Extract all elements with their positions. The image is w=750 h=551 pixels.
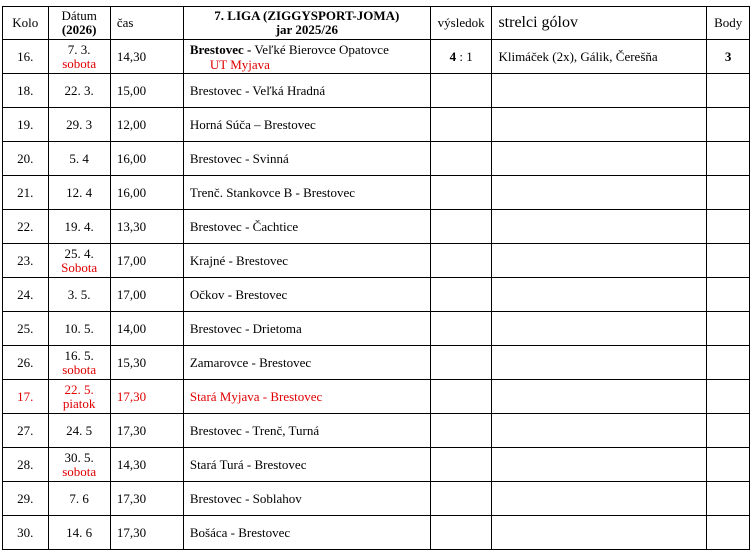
match-cell: Stará Turá - Brestovec — [183, 448, 430, 482]
datum-date: 10. 5. — [64, 320, 94, 336]
strelci-cell — [492, 210, 707, 244]
score-cell — [430, 176, 492, 210]
score-cell — [430, 108, 492, 142]
table-row — [3, 244, 750, 278]
match-away: Veľké Bierovce Opatovce — [251, 41, 389, 57]
datum-date: 22. 5. — [64, 381, 94, 397]
score-cell — [430, 210, 492, 244]
kolo-cell: 22. — [3, 210, 49, 244]
score-cell — [430, 142, 492, 176]
cas-cell: 13,30 — [110, 210, 183, 244]
season-title: jar 2025/26 — [275, 22, 338, 37]
body-cell — [707, 108, 750, 142]
datum-cell — [48, 142, 110, 176]
table-row — [3, 142, 750, 176]
score-home: 4 — [449, 48, 457, 64]
kolo-cell: 26. — [3, 346, 49, 380]
kolo-cell: 29. — [3, 482, 49, 516]
header-title — [183, 7, 430, 40]
strelci-cell — [492, 176, 707, 210]
strelci-cell — [492, 380, 707, 414]
table-row — [3, 40, 750, 74]
datum-date: 24. 5 — [66, 422, 93, 438]
datum-cell — [48, 278, 110, 312]
datum-cell — [48, 108, 110, 142]
match-cell: Horná Súča – Brestovec — [183, 108, 430, 142]
strelci-cell — [492, 346, 707, 380]
kolo-cell: 16. — [3, 40, 49, 74]
table-row — [3, 176, 750, 210]
strelci-cell — [492, 244, 707, 278]
body-cell: 3 — [707, 40, 750, 74]
table-row — [3, 278, 750, 312]
match-cell: Stará Myjava - Brestovec — [183, 380, 430, 414]
match-cell: Bošáca - Brestovec — [183, 516, 430, 550]
datum-cell — [48, 244, 110, 278]
kolo-cell: 30. — [3, 516, 49, 550]
cas-cell: 17,30 — [110, 516, 183, 550]
kolo-cell: 28. — [3, 448, 49, 482]
kolo-cell: 25. — [3, 312, 49, 346]
score-cell — [430, 482, 492, 516]
table-row — [3, 346, 750, 380]
datum-cell — [48, 210, 110, 244]
table-row — [3, 482, 750, 516]
body-cell — [707, 176, 750, 210]
cas-cell: 15,00 — [110, 74, 183, 108]
strelci-cell — [492, 482, 707, 516]
datum-cell — [48, 40, 110, 74]
cas-cell: 17,30 — [110, 380, 183, 414]
body-cell — [707, 74, 750, 108]
datum-date: 12. 4 — [66, 184, 93, 200]
score-cell — [430, 346, 492, 380]
datum-date: 5. 4 — [69, 150, 89, 166]
cas-cell: 14,30 — [110, 448, 183, 482]
datum-day: piatok — [62, 395, 96, 411]
datum-day: sobota — [62, 463, 97, 479]
body-cell — [707, 210, 750, 244]
score-cell — [430, 448, 492, 482]
body-cell — [707, 414, 750, 448]
datum-cell — [48, 176, 110, 210]
body-cell — [707, 346, 750, 380]
kolo-cell: 21. — [3, 176, 49, 210]
cas-cell: 16,00 — [110, 142, 183, 176]
datum-date: 19. 4. — [64, 218, 94, 234]
body-cell — [707, 516, 750, 550]
body-cell — [707, 448, 750, 482]
kolo-cell: 24. — [3, 278, 49, 312]
datum-date: 30. 5. — [64, 449, 94, 465]
kolo-cell: 23. — [3, 244, 49, 278]
score-cell — [430, 516, 492, 550]
header-strelci: strelci gólov — [492, 7, 707, 40]
score-cell — [430, 278, 492, 312]
datum-day: sobota — [62, 55, 97, 71]
score-cell — [430, 74, 492, 108]
score-sep: : — [456, 48, 467, 64]
cas-cell: 17,30 — [110, 482, 183, 516]
datum-date: 16. 5. — [64, 347, 94, 363]
table-row — [3, 380, 750, 414]
score-cell — [430, 244, 492, 278]
datum-date: 14. 6 — [66, 524, 93, 540]
body-cell — [707, 142, 750, 176]
table-row — [3, 210, 750, 244]
datum-cell — [48, 516, 110, 550]
match-cell: Krajné - Brestovec — [183, 244, 430, 278]
schedule-table — [2, 6, 750, 550]
datum-date: 22. 3. — [64, 82, 94, 98]
cas-cell: 14,30 — [110, 40, 183, 74]
kolo-cell: 17. — [3, 380, 49, 414]
strelci-cell: Klimáček (2x), Gálik, Čerešňa — [492, 40, 707, 74]
header-kolo: Kolo — [3, 7, 49, 40]
score-cell — [430, 414, 492, 448]
strelci-cell — [492, 516, 707, 550]
match-cell: Očkov - Brestovec — [183, 278, 430, 312]
match-cell — [183, 40, 430, 74]
datum-cell — [48, 74, 110, 108]
match-away-line2: UT Myjava — [209, 56, 270, 72]
cas-cell: 17,00 — [110, 278, 183, 312]
cas-cell: 17,30 — [110, 414, 183, 448]
schedule-body — [3, 40, 750, 550]
table-row — [3, 312, 750, 346]
datum-date: 3. 5. — [67, 286, 91, 302]
header-datum-label: Dátum — [61, 8, 97, 23]
body-cell — [707, 380, 750, 414]
kolo-cell: 27. — [3, 414, 49, 448]
match-cell: Brestovec - Trenč, Turná — [183, 414, 430, 448]
cas-cell: 17,00 — [110, 244, 183, 278]
body-cell — [707, 244, 750, 278]
body-cell — [707, 312, 750, 346]
league-title: 7. LIGA (ZIGGYSPORT-JOMA) — [214, 8, 400, 23]
match-cell: Zamarovce - Brestovec — [183, 346, 430, 380]
header-vysledok: výsledok — [430, 7, 492, 40]
kolo-cell: 20. — [3, 142, 49, 176]
strelci-cell — [492, 74, 707, 108]
datum-cell — [48, 346, 110, 380]
header-body: Body — [707, 7, 750, 40]
strelci-cell — [492, 414, 707, 448]
table-row — [3, 414, 750, 448]
datum-day: Sobota — [61, 259, 98, 275]
datum-date: 7. 6 — [69, 490, 89, 506]
body-cell — [707, 278, 750, 312]
datum-date: 29. 3 — [66, 116, 93, 132]
match-cell: Brestovec - Čachtice — [183, 210, 430, 244]
cas-cell: 12,00 — [110, 108, 183, 142]
table-row — [3, 516, 750, 550]
match-cell: Brestovec - Svinná — [183, 142, 430, 176]
datum-date: 7. 3. — [67, 41, 91, 57]
match-cell: Brestovec - Veľká Hradná — [183, 74, 430, 108]
cas-cell: 15,30 — [110, 346, 183, 380]
header-cas: čas — [110, 7, 183, 40]
strelci-cell — [492, 448, 707, 482]
body-cell — [707, 482, 750, 516]
datum-date: 25. 4. — [64, 245, 94, 261]
match-home: Brestovec - — [189, 41, 252, 57]
header-datum-year: (2026) — [61, 22, 97, 37]
cas-cell: 16,00 — [110, 176, 183, 210]
header-datum — [48, 7, 110, 40]
table-row — [3, 108, 750, 142]
cas-cell: 14,00 — [110, 312, 183, 346]
match-cell: Brestovec - Soblahov — [183, 482, 430, 516]
header-row — [3, 7, 750, 40]
kolo-cell: 18. — [3, 74, 49, 108]
match-cell: Brestovec - Drietoma — [183, 312, 430, 346]
datum-day: sobota — [62, 361, 97, 377]
strelci-cell — [492, 142, 707, 176]
table-row — [3, 448, 750, 482]
datum-cell — [48, 380, 110, 414]
score-cell — [430, 40, 492, 74]
datum-cell — [48, 414, 110, 448]
score-cell — [430, 312, 492, 346]
match-cell: Trenč. Stankovce B - Brestovec — [183, 176, 430, 210]
kolo-cell: 19. — [3, 108, 49, 142]
score-away: 1 — [466, 48, 473, 64]
table-row — [3, 74, 750, 108]
score-cell — [430, 380, 492, 414]
strelci-cell — [492, 108, 707, 142]
datum-cell — [48, 482, 110, 516]
strelci-cell — [492, 278, 707, 312]
strelci-cell — [492, 312, 707, 346]
datum-cell — [48, 448, 110, 482]
datum-cell — [48, 312, 110, 346]
